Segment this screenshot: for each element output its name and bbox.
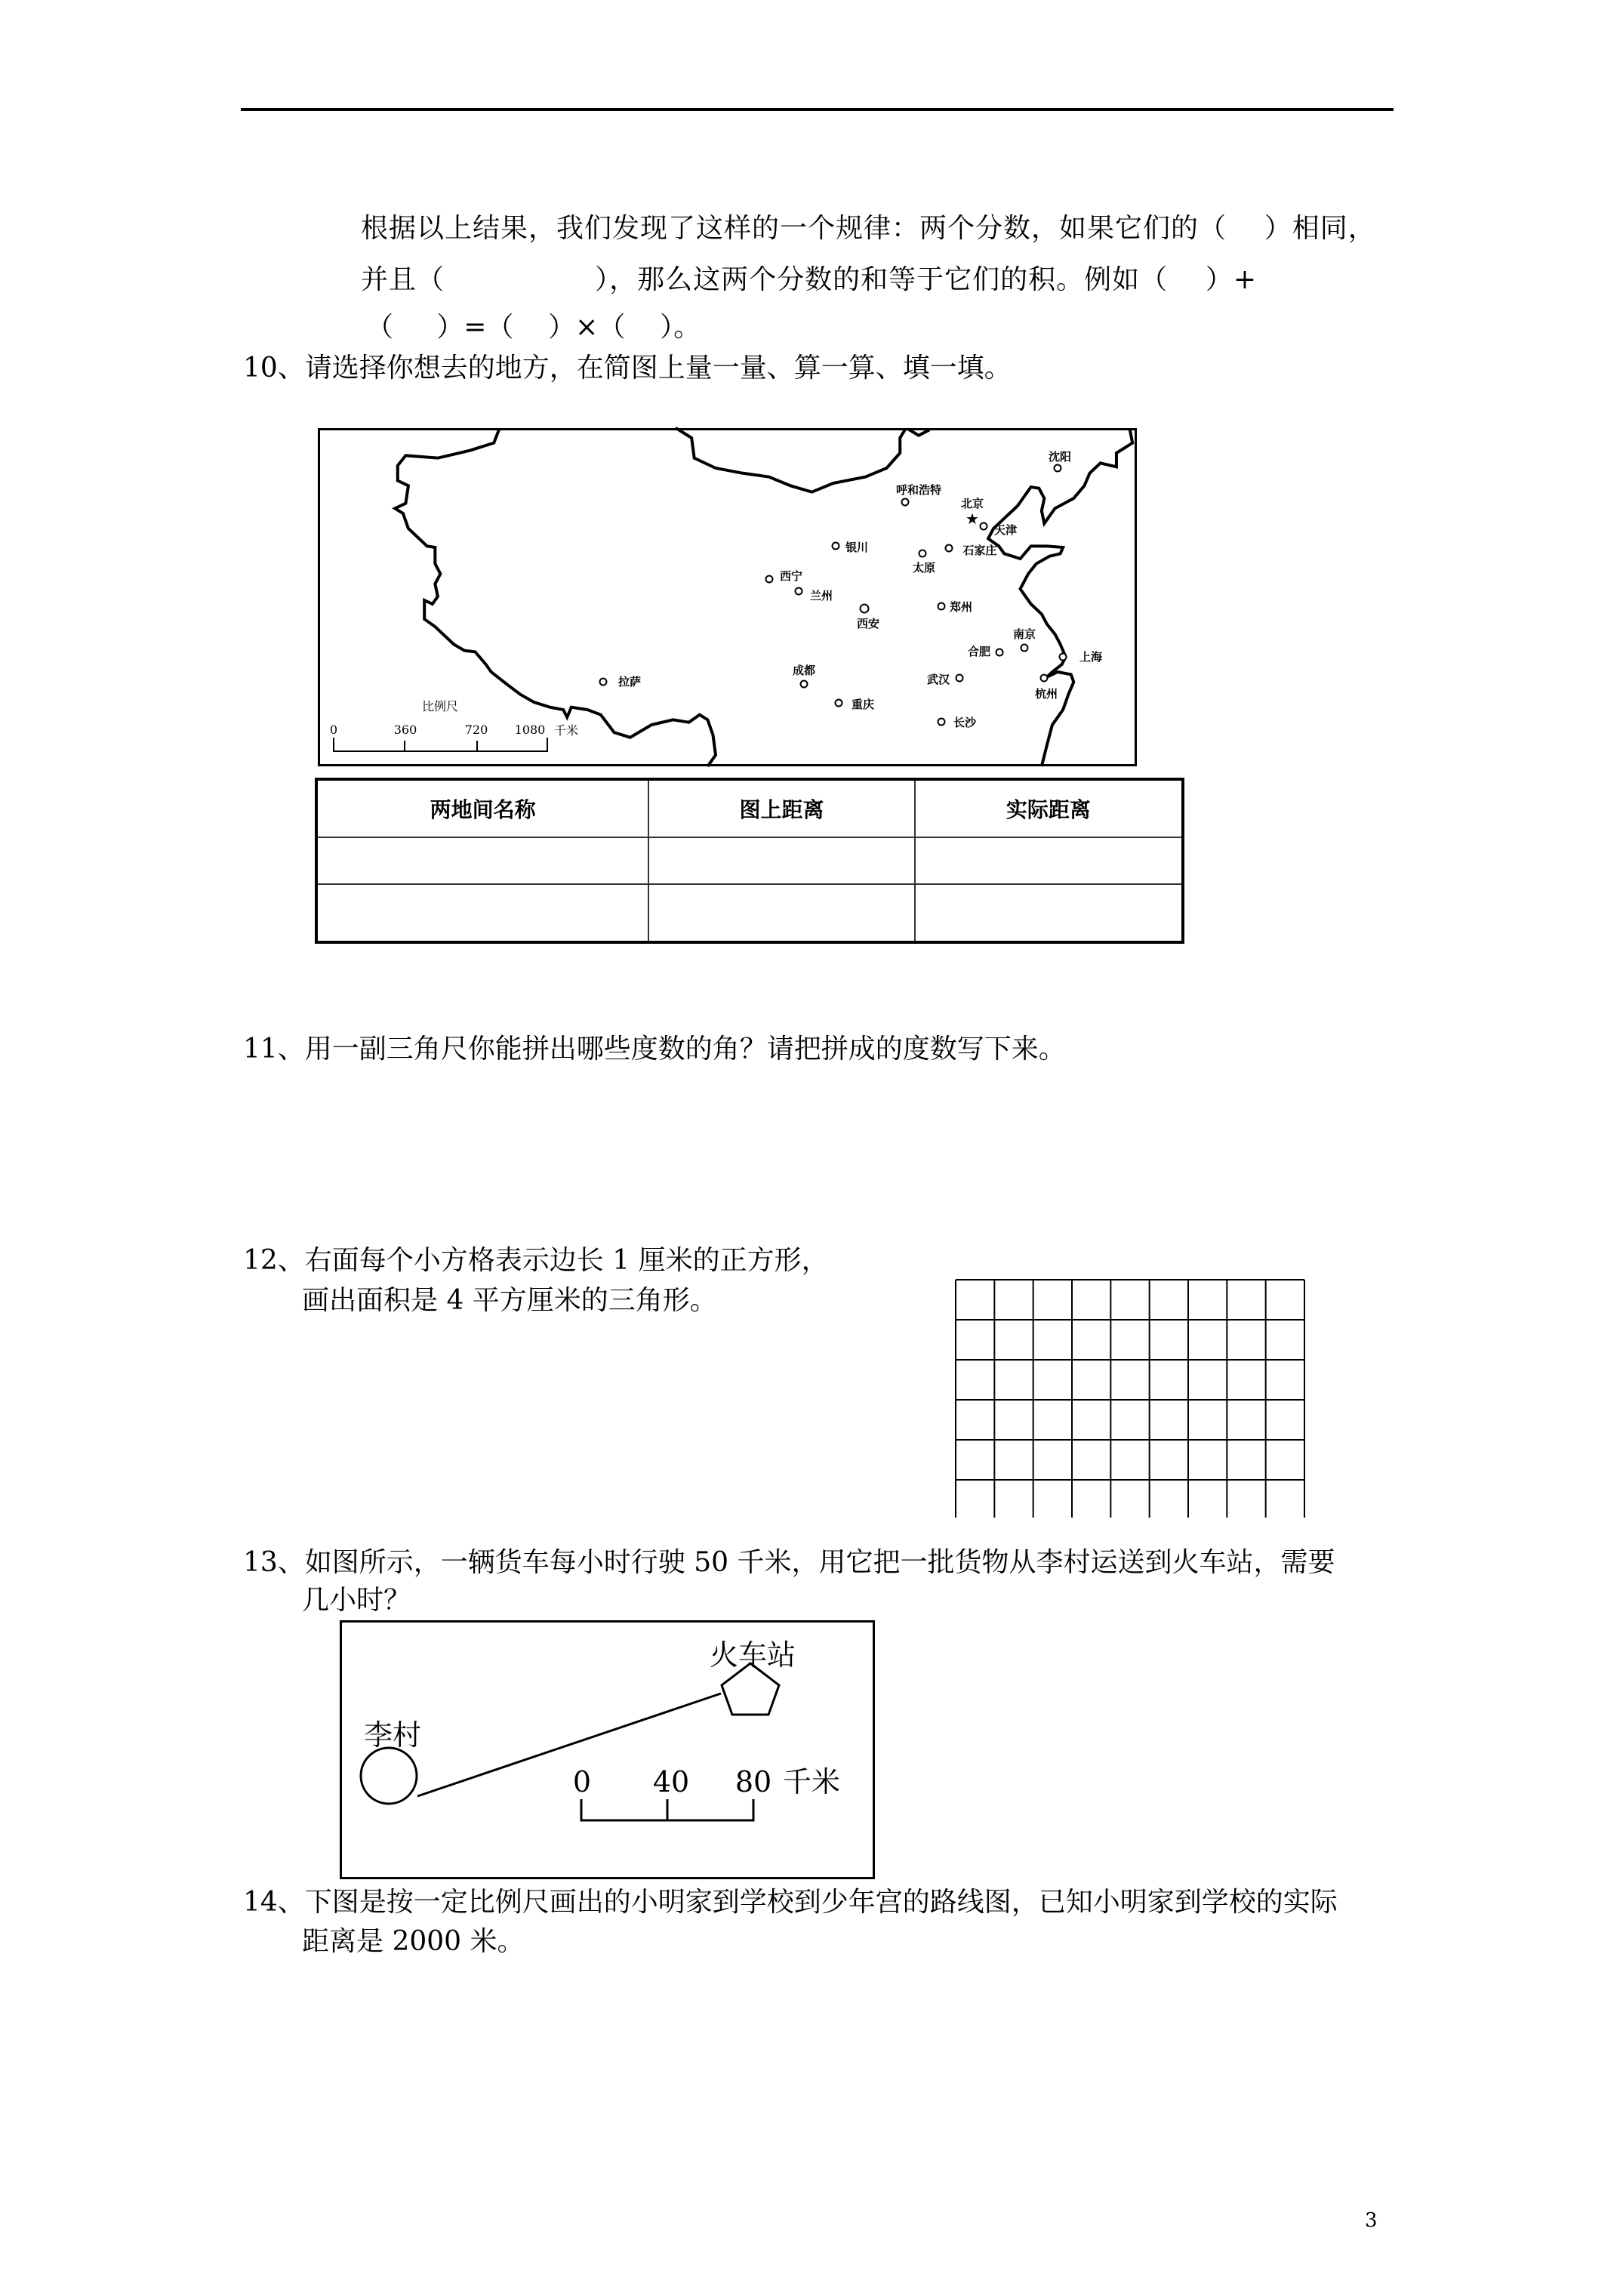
city-label-lanzhou: 兰州 (809, 589, 833, 603)
map-scale-tick-label: 1080 (514, 723, 546, 737)
intro-line-2: 并且（ ），那么这两个分数的和等于它们的积。例如（ ）+ (361, 264, 1258, 295)
village-label: 李村 (363, 1718, 422, 1752)
route-scale-unit: 千米 (782, 1765, 841, 1798)
question-12-line-2: 画出面积是 4 平方厘米的三角形。 (302, 1285, 717, 1316)
table-header-cell: 两地间名称 (316, 779, 648, 837)
city-dot-yinchuan (832, 542, 840, 550)
city-label-shenyang: 沈阳 (1048, 450, 1072, 464)
city-label-hohhot: 呼和浩特 (895, 483, 942, 497)
city-dot-hangzhou (1040, 674, 1049, 683)
route-scale-tick-label: 40 (652, 1765, 690, 1798)
table-row (316, 884, 1183, 942)
city-label-wuhan: 武汉 (926, 673, 950, 686)
city-dot-shanghai (1059, 653, 1067, 661)
table-cell-input[interactable] (316, 837, 648, 884)
square-grid[interactable] (955, 1279, 1305, 1519)
city-label-yinchuan: 银川 (845, 541, 869, 554)
intro-line-1: 根据以上结果，我们发现了这样的一个规律：两个分数，如果它们的（ ）相同， (361, 213, 1376, 244)
question-13-line-2: 几小时？ (302, 1585, 411, 1616)
page-number: 3 (1365, 2209, 1378, 2232)
city-label-chongqing: 重庆 (851, 698, 875, 711)
question-12-line-1: 12、右面每个小方格表示边长 1 厘米的正方形， (243, 1245, 829, 1276)
city-dot-wuhan (956, 674, 964, 683)
city-label-beijing: 北京 (960, 497, 984, 510)
city-dot-lanzhou (795, 587, 803, 596)
route-scale-tick-label: 0 (572, 1765, 592, 1798)
city-label-xining: 西宁 (779, 569, 803, 583)
city-dot-hohhot (901, 498, 910, 507)
china-map (310, 423, 1147, 778)
map-scale-bar (331, 736, 551, 754)
table-cell-input[interactable] (915, 884, 1183, 942)
city-dot-zhengzhou (938, 603, 946, 611)
city-label-zhengzhou: 郑州 (949, 600, 973, 614)
table-cell-input[interactable] (915, 837, 1183, 884)
city-label-chengdu: 成都 (792, 664, 816, 677)
village-circle-icon (361, 1748, 417, 1804)
city-dot-chengdu (800, 680, 808, 689)
city-label-tianjin: 天津 (993, 523, 1018, 537)
map-scale-unit: 千米 (553, 723, 579, 738)
table-header-cell: 图上距离 (648, 779, 914, 837)
question-10: 10、请选择你想去的地方，在简图上量一量、算一算、填一填。 (243, 353, 1012, 384)
distance-table (315, 778, 1184, 944)
question-13-line-1: 13、如图所示，一辆货车每小时行驶 50 千米，用它把一批货物从李村运送到火车站，需要 (243, 1547, 1335, 1578)
city-dot-taiyuan (919, 550, 927, 558)
city-dot-nanjing (1021, 644, 1029, 652)
city-label-shanghai: 上海 (1079, 650, 1103, 664)
map-scale-title: 比例尺 (421, 699, 459, 713)
city-label-hangzhou: 杭州 (1034, 687, 1058, 701)
table-cell-input[interactable] (316, 884, 648, 942)
map-border-north (676, 428, 929, 492)
city-dot-xining (765, 575, 774, 584)
city-label-xian: 西安 (856, 617, 880, 630)
city-label-nanjing: 南京 (1012, 627, 1036, 641)
city-label-changsha: 长沙 (953, 716, 977, 729)
header-rule (241, 108, 1394, 111)
question-14-line-1: 14、下图是按一定比例尺画出的小明家到学校到少年宫的路线图，已知小明家到学校的实际 (243, 1887, 1338, 1918)
capital-star-icon: ★ (965, 510, 979, 528)
city-dot-shenyang (1054, 464, 1062, 473)
city-label-lhasa: 拉萨 (617, 675, 642, 689)
city-dot-shijiazhuang (945, 544, 953, 553)
table-header-cell: 实际距离 (915, 779, 1183, 837)
table-header-row (316, 779, 1183, 837)
question-14-line-2: 距离是 2000 米。 (302, 1926, 525, 1957)
route-scale-bar (581, 1799, 753, 1820)
map-scale-tick-label: 360 (393, 723, 417, 737)
city-dot-hefei (996, 649, 1004, 657)
city-label-shijiazhuang: 石家庄 (962, 544, 997, 557)
table-row (316, 837, 1183, 884)
route-scale-tick-label: 80 (735, 1765, 772, 1798)
city-dot-chongqing (835, 699, 843, 707)
intro-line-3: （ ）=（ ）×（ ）。 (366, 312, 701, 343)
city-dot-tianjin (980, 522, 988, 531)
city-label-taiyuan: 太原 (912, 561, 936, 575)
city-dot-xian (860, 604, 870, 614)
map-coastline-east (988, 429, 1132, 766)
map-scale-tick-label: 720 (464, 723, 488, 737)
city-dot-lhasa (599, 678, 608, 686)
map-scale-tick-label: 0 (329, 723, 338, 737)
table-cell-input[interactable] (648, 884, 914, 942)
map-border-west (395, 429, 716, 766)
question-11: 11、用一副三角尺你能拼出哪些度数的角？请把拼成的度数写下来。 (243, 1034, 1066, 1065)
table-cell-input[interactable] (648, 837, 914, 884)
city-dot-changsha (938, 718, 946, 726)
city-label-hefei: 合肥 (967, 645, 991, 658)
station-label: 火车站 (709, 1638, 796, 1672)
